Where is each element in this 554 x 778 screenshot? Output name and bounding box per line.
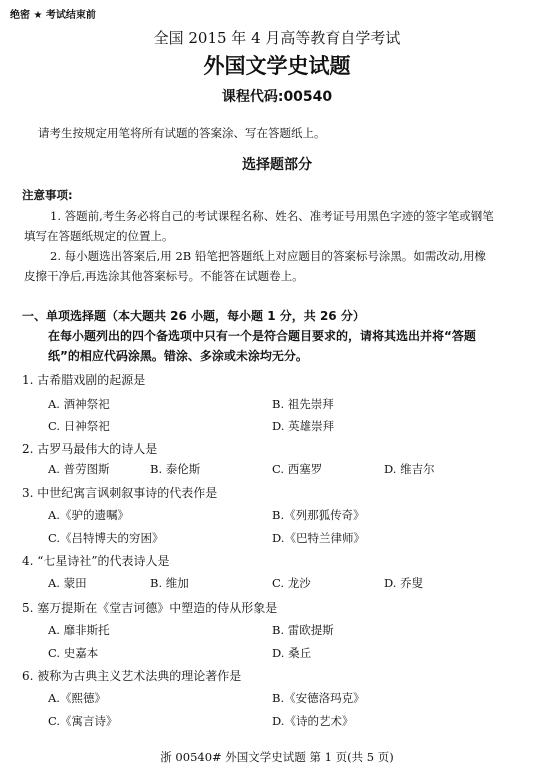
- question-5-option-d: D. 桑丘: [272, 646, 312, 660]
- note-item-2-line-1: 2. 每小题选出答案后,用 2B 铅笔把答题纸上对应题目的答案标号涂黑。如需改动,用橡: [50, 249, 487, 263]
- question-6-option-a: A.《熙德》: [48, 691, 106, 705]
- question-4-option-a: A. 蒙田: [48, 576, 87, 590]
- question-5-option-c: C. 史嘉本: [48, 646, 99, 660]
- note-item-2-line-2: 皮擦干净后,再选涂其他答案标号。不能答在试题卷上。: [24, 269, 304, 283]
- section-heading: 一、单项选择题（本大题共 26 小题，每小题 1 分，共 26 分）: [22, 309, 365, 323]
- question-2-stem: 2. 古罗马最伟大的诗人是: [22, 442, 158, 456]
- question-3-option-c: C.《吕特博夫的穷困》: [48, 531, 164, 545]
- question-1-option-b: B. 祖先崇拜: [272, 397, 334, 411]
- question-6-option-b: B.《安德洛玛克》: [272, 691, 365, 705]
- question-4-option-d: D. 乔叟: [384, 576, 424, 590]
- question-2-option-d: D. 维吉尔: [384, 462, 435, 476]
- question-4-stem: 4. “七星诗社”的代表诗人是: [22, 554, 170, 568]
- question-6-option-d: D.《诗的艺术》: [272, 714, 354, 728]
- section-description: [48, 326, 524, 366]
- answer-instruction: 请考生按规定用笔将所有试题的答案涂、写在答题纸上。: [38, 126, 326, 140]
- section-description-line-1: 在每小题列出的四个备选项中只有一个是符合题目要求的，请将其选出并将“答题: [48, 329, 476, 343]
- question-3-option-b: B.《列那狐传奇》: [272, 508, 365, 522]
- exam-title: 全国 2015 年 4 月高等教育自学考试: [153, 29, 401, 47]
- question-1-stem: 1. 古希腊戏剧的起源是: [22, 373, 146, 387]
- question-3-stem: 3. 中世纪寓言讽刺叙事诗的代表作是: [22, 486, 218, 500]
- question-3-option-a: A.《驴的遗嘱》: [48, 508, 129, 522]
- section-description-line-2: 纸”的相应代码涂黑。错涂、多涂或未涂均无分。: [48, 349, 308, 363]
- question-5-option-b: B. 雷欧提斯: [272, 623, 334, 637]
- note-item-1-line-1: 1. 答题前,考生务必将自己的考试课程名称、姓名、准考证号用黑色字迹的签字笔或钢笔: [50, 209, 494, 223]
- question-2-option-c: C. 西塞罗: [272, 462, 323, 476]
- question-2-option-b: B. 泰伦斯: [150, 462, 201, 476]
- question-4-option-c: C. 龙沙: [272, 576, 311, 590]
- page-footer: 浙 00540# 外国文学史试题 第 1 页(共 5 页): [160, 750, 394, 764]
- notes-heading: 注意事项:: [22, 188, 73, 202]
- question-6-option-c: C.《寓言诗》: [48, 714, 118, 728]
- question-5-option-a: A. 靡非斯托: [48, 623, 110, 637]
- confidential-label: 绝密 ★ 考试结束前: [10, 10, 96, 21]
- question-1-option-c: C. 日神祭祀: [48, 419, 110, 433]
- subject-title: 外国文学史试题: [203, 54, 351, 78]
- question-5-stem: 5. 塞万提斯在《堂吉诃德》中塑造的侍从形象是: [22, 601, 278, 615]
- question-3-option-d: D.《巴特兰律师》: [272, 531, 365, 545]
- part-title: 选择题部分: [242, 157, 312, 173]
- question-2-option-a: A. 普劳图斯: [48, 462, 110, 476]
- question-1-option-d: D. 英雄崇拜: [272, 419, 335, 433]
- note-item-1-line-2: 填写在答题纸规定的位置上。: [24, 229, 174, 243]
- question-6-stem: 6. 被称为古典主义艺术法典的理论著作是: [22, 669, 242, 683]
- question-1-option-a: A. 酒神祭祀: [48, 397, 110, 411]
- course-code: 课程代码:00540: [221, 89, 333, 105]
- question-4-option-b: B. 维加: [150, 576, 189, 590]
